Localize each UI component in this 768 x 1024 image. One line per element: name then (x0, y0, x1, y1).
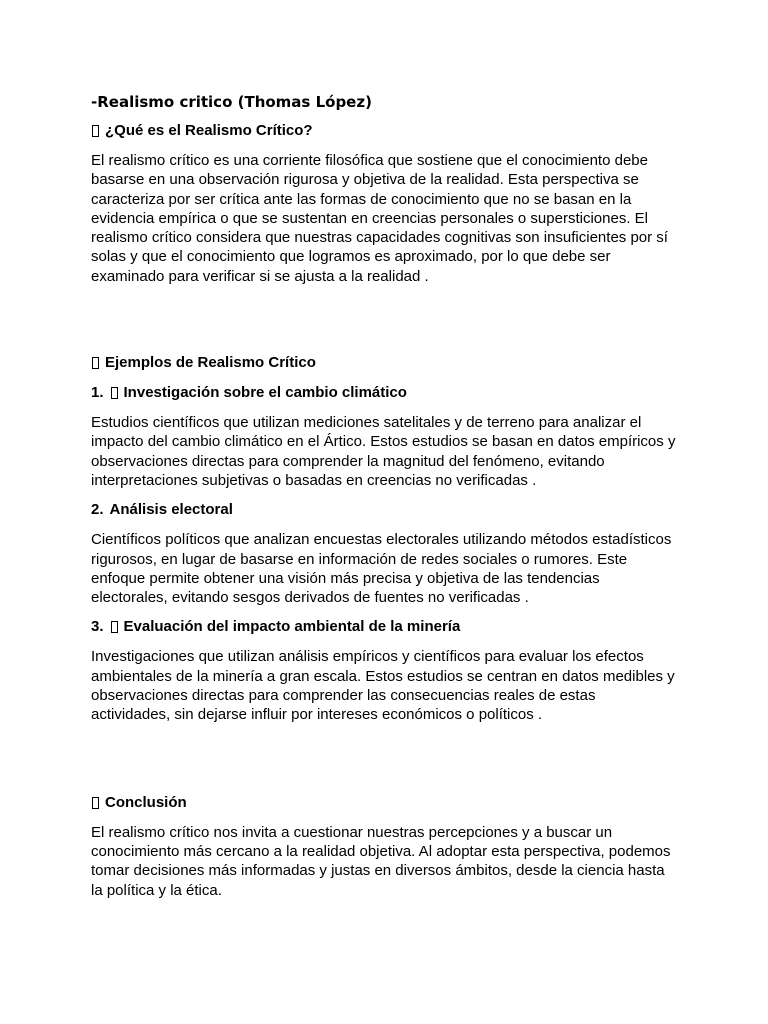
paragraph-line: electorales, evitando sesgos derivados de fuentes no verificadas . (91, 589, 529, 607)
paragraph-line: realismo crítico considera que nuestras capacidades cognitivas son insuficientes por sí (91, 229, 668, 247)
paragraph-line: Científicos políticos que analizan encuestas electorales utilizando métodos estadísticos (91, 531, 672, 549)
example-heading-2 (91, 500, 691, 520)
missing-glyph-icon (92, 357, 99, 369)
paragraph-line: tomar decisiones más informadas y justas en diversos ámbitos, desde la ciencia hasta (91, 862, 665, 880)
paragraph-example-2 (91, 530, 691, 607)
paragraph-line: interpretaciones subjetivas o basadas en creencias no verificadas . (91, 471, 537, 489)
paragraph-line: Estudios científicos que utilizan mediciones satelitales y de terreno para analizar el (91, 414, 642, 432)
paragraph-line: observaciones directas para comprender las consecuencias reales de estas (91, 687, 596, 705)
paragraph-line: rigurosos, en lugar de basarse en información de redes sociales o rumores. Este (91, 550, 628, 568)
paragraph-line: evidencia empírica o que se sustentan en creencias personales o supersticiones. El (91, 209, 648, 227)
section-heading-label: Ejemplos de Realismo Crítico (105, 354, 316, 372)
missing-glyph-icon (111, 387, 118, 399)
paragraph-line: actividades, sin dejarse influir por intereses económicos o políticos . (91, 706, 543, 724)
paragraph-conclusion (91, 823, 691, 900)
document-title: -Realismo critico (Thomas López) (91, 93, 372, 111)
paragraph-line: El realismo crítico nos invita a cuestionar nuestras percepciones y a buscar un (91, 823, 613, 841)
paragraph-line: Investigaciones que utilizan análisis empíricos y científicos para evaluar los efectos (91, 648, 644, 666)
example-number: 1. (91, 384, 104, 402)
paragraph-example-1 (91, 413, 691, 490)
section-heading-label: Conclusión (105, 793, 187, 811)
example-number: 2. (91, 501, 104, 519)
paragraph-line: ambientales de la minería a gran escala. Estos estudios se centran en datos medibles y (91, 667, 675, 685)
paragraph-line: enfoque permite obtener una visión más precisa y objetiva de las tendencias (91, 569, 600, 587)
section-heading-conclusion (91, 793, 691, 813)
paragraph-line: examinado para verificar si se ajusta a la realidad . (91, 267, 429, 285)
missing-glyph-icon (92, 125, 99, 137)
paragraph-line: observaciones directas para comprender la magnitud del fenómeno, evitando (91, 452, 605, 470)
section-heading-examples (91, 353, 691, 373)
example-title: Evaluación del impacto ambiental de la minería (123, 618, 461, 636)
example-title: Análisis electoral (109, 501, 233, 519)
missing-glyph-icon (92, 797, 99, 809)
paragraph-line: El realismo crítico es una corriente filosófica que sostiene que el conocimiento debe (91, 152, 648, 169)
paragraph-line: la política y la ética. (91, 881, 222, 899)
example-number: 3. (91, 618, 104, 636)
example-heading-1 (91, 383, 691, 403)
section-heading-what-is (91, 121, 691, 141)
paragraph-line: basarse en una observación rigurosa y objetiva de la realidad. Esta perspectiva se (91, 171, 639, 189)
paragraph-line: solas y que el conocimiento que logramos es aproximado, por lo que debe ser (91, 248, 611, 266)
example-heading-3 (91, 617, 691, 637)
missing-glyph-icon (111, 621, 118, 633)
document-page (91, 90, 691, 900)
example-title: Investigación sobre el cambio climático (123, 384, 407, 402)
paragraph-line: caracteriza por ser crítica ante las formas de conocimiento que no se basan en la (91, 190, 632, 208)
paragraph-line: impacto del cambio climático en el Ártico. Estos estudios se basan en datos empíricos y (91, 433, 676, 451)
paragraph-line: conocimiento más cercano a la realidad objetiva. Al adoptar esta perspectiva, podemos (91, 842, 671, 860)
section-heading-label: ¿Qué es el Realismo Crítico? (105, 122, 313, 139)
paragraph-example-3 (91, 647, 691, 724)
paragraph-what-is (91, 151, 691, 286)
